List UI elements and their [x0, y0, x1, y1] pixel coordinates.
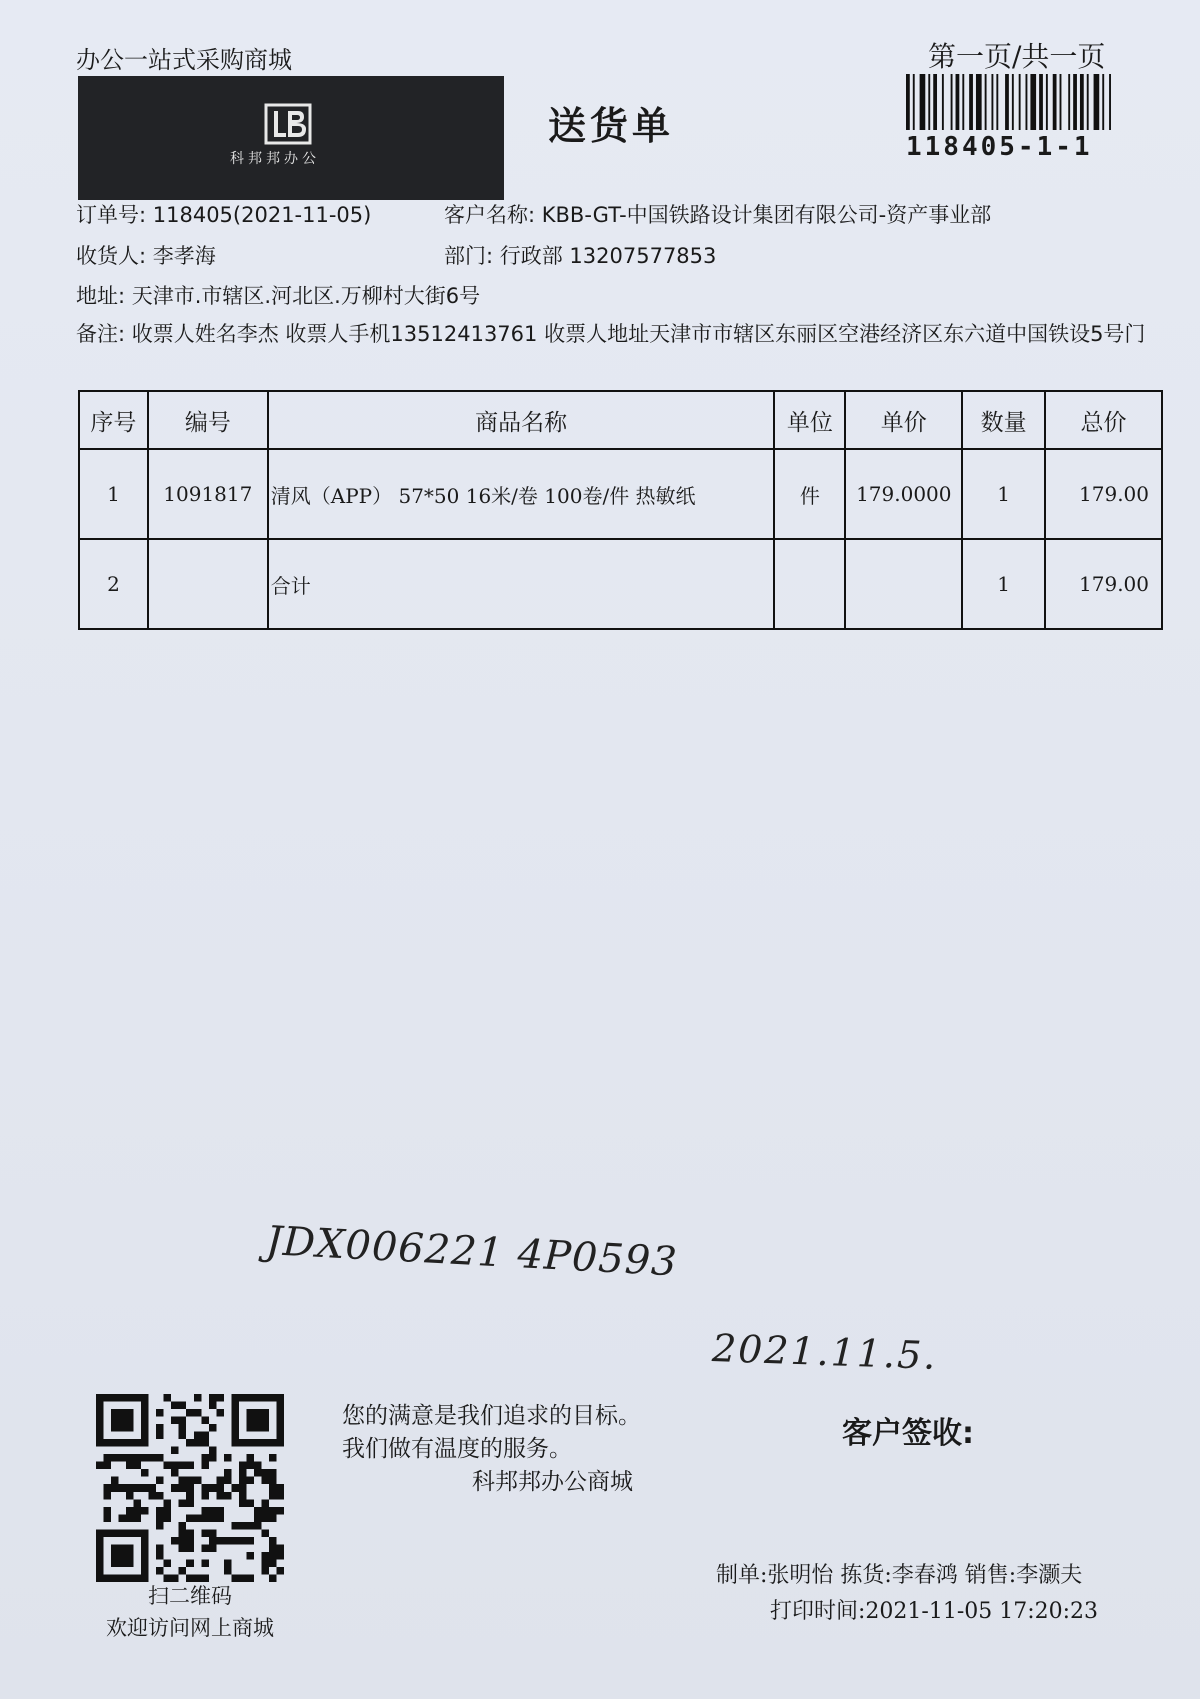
receiver-name: 收货人: 李孝海 [76, 244, 216, 268]
cell-total: 179.00 [1045, 539, 1162, 629]
cell-unit: 件 [774, 449, 845, 539]
department: 部门: 行政部 13207577853 [444, 244, 717, 268]
order-number: 订单号: 118405(2021-11-05) [76, 203, 372, 227]
table-header-row [79, 391, 1162, 449]
slogan [342, 1400, 641, 1499]
handwritten-date: 2021.11.5. [711, 1326, 939, 1378]
qr-caption-line-1: 扫二维码 [148, 1584, 232, 1608]
cell-unit-price [845, 539, 962, 629]
slogan-line-2: 我们做有温度的服务。 [342, 1436, 572, 1462]
cell-code [148, 539, 268, 629]
barcode-icon [906, 74, 1114, 130]
cell-quantity: 1 [962, 539, 1045, 629]
cell-code: 1091817 [148, 449, 268, 539]
qr-caption [60, 1580, 320, 1644]
barcode-number: 118405-1-1 [906, 132, 1093, 162]
staff-info: 制单:张明怡 拣货:李春鸿 销售:李灏夫 [716, 1563, 1083, 1588]
company-logo [78, 76, 504, 200]
cell-product-name: 清风（APP） 57*50 16米/卷 100卷/件 热敏纸 [268, 449, 775, 539]
remark: 备注: 收票人姓名李杰 收票人手机13512413761 收票人地址天津市市辖区东丽区空港经济区东六道中国铁设5号门 [76, 322, 1146, 346]
slogan-brand: 科邦邦办公商城 [472, 1469, 633, 1495]
logo-mark-icon [264, 103, 312, 145]
cell-seq: 1 [79, 449, 148, 539]
qr-code-icon [96, 1394, 284, 1582]
cell-unit-price: 179.0000 [845, 449, 962, 539]
header-code: 编号 [148, 391, 268, 449]
cell-total: 179.00 [1045, 449, 1162, 539]
items-table [78, 390, 1163, 630]
cell-unit [774, 539, 845, 629]
header-total: 总价 [1045, 391, 1162, 449]
qr-caption-line-2: 欢迎访问网上商城 [106, 1616, 274, 1640]
store-name: 办公一站式采购商城 [76, 46, 292, 74]
header-unit: 单位 [774, 391, 845, 449]
customer-name: 客户名称: KBB-GT-中国铁路设计集团有限公司-资产事业部 [444, 203, 992, 227]
page-indicator: 第一页/共一页 [928, 40, 1106, 73]
header-product-name: 商品名称 [268, 391, 775, 449]
print-time: 打印时间:2021-11-05 17:20:23 [770, 1599, 1099, 1624]
header-unit-price: 单价 [845, 391, 962, 449]
table-row [79, 539, 1162, 629]
header-quantity: 数量 [962, 391, 1045, 449]
cell-product-name: 合计 [268, 539, 775, 629]
address: 地址: 天津市.市辖区.河北区.万柳村大街6号 [76, 284, 481, 308]
handwritten-tracking-code: JDX006221 4P0593 [264, 1218, 679, 1286]
table-row [79, 449, 1162, 539]
cell-quantity: 1 [962, 449, 1045, 539]
slogan-line-1: 您的满意是我们追求的目标。 [342, 1403, 641, 1429]
header-seq: 序号 [79, 391, 148, 449]
customer-signature-label: 客户签收: [842, 1416, 974, 1451]
cell-seq: 2 [79, 539, 148, 629]
logo-text: 科邦邦办公 [230, 151, 320, 167]
document-title: 送货单 [548, 104, 675, 148]
